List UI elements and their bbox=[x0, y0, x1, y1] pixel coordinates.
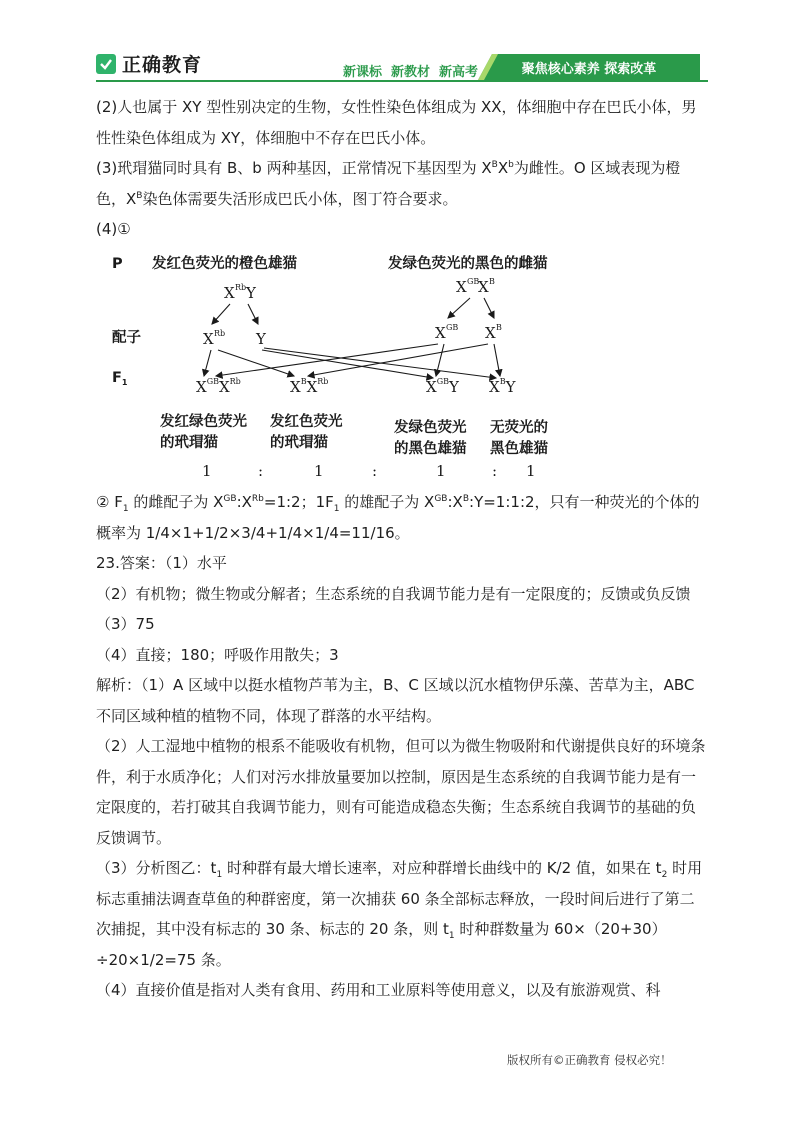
logo-text: 正确教育 bbox=[122, 54, 203, 76]
parent-male: 发红色荧光的橙色雄猫 bbox=[152, 256, 297, 272]
para-4-label: (4)① bbox=[96, 220, 131, 238]
offspring-3-line2: 的黑色雄猫 bbox=[394, 441, 467, 457]
offspring-4-line1: 无荧光的 bbox=[490, 420, 548, 436]
para-3: (3)玳瑁猫同时具有 B、b 两种基因，正常情况下基因型为 $X^BX^b$为雌性。O 区域表现为橙色，$X^B$染色体需要失活形成巴氏小体，图丁符合要求。 bbox=[96, 159, 681, 208]
offspring-1-line1: 发红绿色荧光 bbox=[160, 414, 247, 430]
female-genotype-x2: X bbox=[478, 278, 489, 296]
offspring-2-line1: 发红色荧光 bbox=[270, 414, 343, 430]
para-5: ② $F_1$ 的雌配子为 $X^{GB}:X^{Rb}=1:2$；$1F_1$ 的雄配子为 $X^{GB}:X^B:Y=1:1:2$，只有一种荧光的个体的概率为 1/4×1+1/2×3/4+1/4×1/4=11/16。 bbox=[96, 493, 700, 542]
p-label: P bbox=[112, 256, 123, 272]
gamete-xgb-sup: GB bbox=[446, 323, 459, 332]
offspring-1-line2: 的玳瑁猫 bbox=[160, 435, 218, 451]
male-genotype-sup: Rb bbox=[235, 283, 247, 292]
gamete-y: Y bbox=[256, 330, 266, 348]
parent-female: 发绿色荧光的黑色的雌猫 bbox=[388, 256, 548, 272]
answer-23: 23.答案：（1）水平 bbox=[96, 554, 227, 572]
header-banner bbox=[478, 54, 700, 80]
gamete-xb: X bbox=[485, 324, 496, 342]
tag-new-exam: 新高考 bbox=[439, 65, 479, 80]
answer-23-2: （2）有机物；微生物或分解者；生态系统的自我调节能力是有一定限度的；反馈或负反馈 bbox=[96, 584, 691, 603]
ratio-2: 1 bbox=[314, 462, 324, 480]
answer-23-3: （3）75 bbox=[96, 615, 155, 633]
answer-content-2 bbox=[96, 487, 708, 1006]
ratio-colon-2: : bbox=[372, 462, 378, 480]
answer-23-4: （4）直接；180；呼吸作用散失；3 bbox=[96, 645, 339, 664]
tag-new-textbook: 新教材 bbox=[391, 65, 431, 80]
para-2: (2)人也属于 XY 型性别决定的生物，女性性染色体组成为 XX，体细胞中存在巴氏小体，男性性染色体组成为 XY，体细胞中不存在巴氏小体。 bbox=[96, 98, 697, 147]
male-genotype-x: X bbox=[224, 284, 235, 302]
page-header bbox=[0, 0, 800, 90]
ratio-colon-3: : bbox=[492, 462, 498, 480]
check-icon bbox=[96, 54, 116, 74]
f1-xb-y: $X^BY$ bbox=[489, 377, 516, 396]
ratio-4: 1 bbox=[526, 462, 536, 480]
banner-text: 聚焦核心素养 探索改革 bbox=[521, 61, 657, 77]
f1-xgb-xrb: $X^{GB}X^{Rb}$ bbox=[196, 377, 241, 396]
gamete-label: 配子 bbox=[112, 330, 141, 346]
f1-xgb-y: $X^{GB}Y$ bbox=[426, 377, 459, 396]
answer-content bbox=[96, 92, 708, 245]
logo bbox=[96, 50, 202, 77]
ratio-colon-1: : bbox=[258, 462, 264, 480]
f1-xb-xrb: $X^BX^{Rb}$ bbox=[290, 377, 329, 396]
gamete-xrb: X bbox=[203, 330, 214, 348]
female-genotype-x1: X bbox=[456, 278, 467, 296]
female-genotype-sup1: GB bbox=[467, 277, 480, 286]
explanation-1: 解析：（1）A 区域中以挺水植物芦苇为主，B、C 区域以沉水植物伊乐藻、苦草为主，ABC 不同区域种植的植物不同，体现了群落的水平结构。 bbox=[96, 676, 695, 725]
offspring-3-line1: 发绿色荧光 bbox=[394, 420, 467, 436]
explanation-2: （2）人工湿地中植物的根系不能吸收有机物，但可以为微生物吸附和代谢提供良好的环境条件，利于水质净化；人们对污水排放量要加以控制，原因是生态系统的自我调节能力是有一定限度的，若打破其自我调节能力，则有可能造成稳态失衡；生态系统自我调节的基础的负反馈调节。 bbox=[96, 737, 706, 847]
gamete-xrb-sup: Rb bbox=[214, 329, 226, 338]
ratio-3: 1 bbox=[436, 462, 446, 480]
offspring-2-line2: 的玳瑁猫 bbox=[270, 435, 328, 451]
f1-label: $F_1$ bbox=[112, 370, 128, 387]
ratio-1: 1 bbox=[202, 462, 212, 480]
tag-new-standard: 新课标 bbox=[343, 65, 383, 80]
male-genotype-y: Y bbox=[246, 284, 256, 302]
explanation-4: （4）直接价值是指对人类有食用、药用和工业原料等使用意义，以及有旅游观赏、科 bbox=[96, 981, 661, 999]
gamete-xgb: X bbox=[435, 324, 446, 342]
cross-diagram bbox=[108, 244, 588, 484]
header-rule bbox=[96, 80, 708, 82]
copyright-footer: 版权所有©正确教育 侵权必究！ bbox=[507, 1053, 672, 1067]
gamete-xb-sup: B bbox=[496, 323, 502, 332]
female-genotype-sup2: B bbox=[489, 277, 495, 286]
explanation-3: （3）分析图乙：$t_1$ 时种群有最大增长速率，对应种群增长曲线中的 K/2 值，如果在 $t_2$ 时用标志重捕法调查草鱼的种群密度，第一次捕获 60 条全部标志释放，一段时间后进行了第二次捕捉，其中没有标志的 30 条、标志的 20 条，则 $t_1$ 时种群数量为 60×（20+30）÷20×1/2=75 条。 bbox=[96, 859, 703, 969]
cross-arrows bbox=[204, 298, 500, 378]
header-tags bbox=[343, 61, 478, 80]
offspring-4-line2: 黑色雄猫 bbox=[490, 441, 548, 457]
